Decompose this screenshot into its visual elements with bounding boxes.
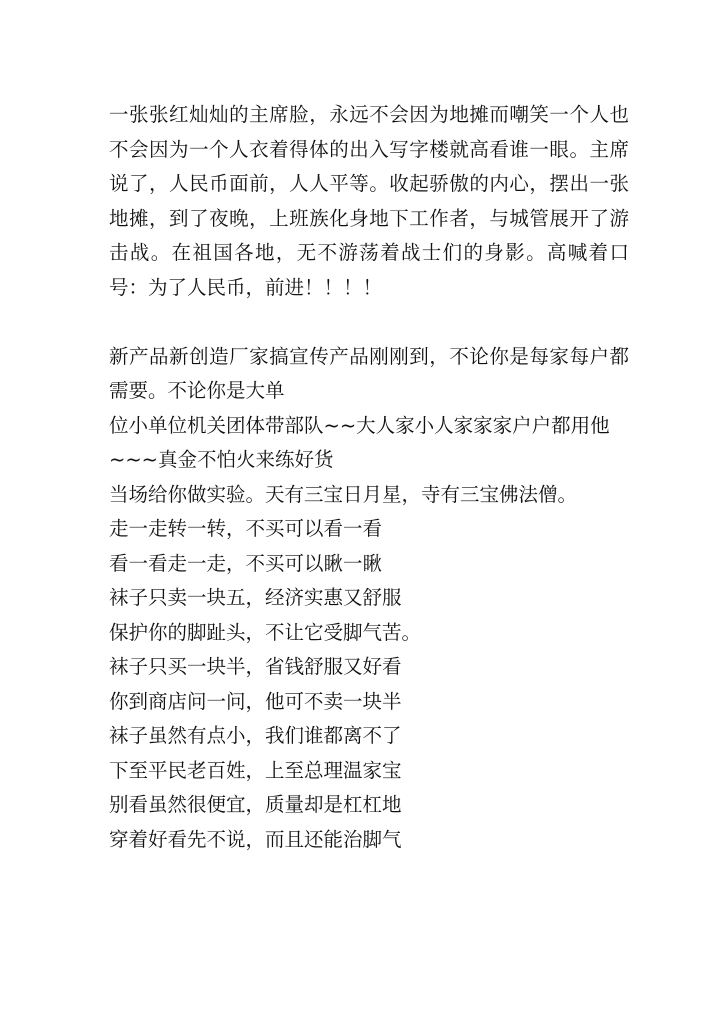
text-line: 穿着好看先不说，而且还能治脚气: [109, 827, 402, 851]
text-line: 位小单位机关团体带部队~~大人家小人家家家户户都用他: [109, 413, 610, 437]
text-line: 袜子只卖一块五，经济实惠又舒服: [109, 586, 402, 609]
text-line: 走一走转一转，不买可以看一看: [109, 517, 383, 540]
text-line: 你到商店问一问，他可不卖一块半: [109, 689, 402, 713]
paragraph-new-product: 新产品新创造厂家搞宣传产品刚刚到，不论你是每家每户都需要。不论你是大单: [109, 344, 629, 402]
text-line: 别看虽然很便宜，质量却是杠杠地: [109, 793, 402, 816]
text-line: 下至平民老百姓，上至总理温家宝: [109, 758, 402, 782]
paragraph-gap: [109, 305, 629, 340]
text-line: ~~~真金不怕火来练好货: [109, 448, 334, 471]
document-body: [109, 98, 629, 857]
text-line: 袜子只买一块半，省钱舒服又好看: [109, 655, 402, 678]
text-line: 当场给你做实验。天有三宝日月星，寺有三宝佛法僧。: [109, 482, 578, 506]
paragraph-chairman-banknote: 一张张红灿灿的主席脸，永远不会因为地摊而嘲笑一个人也不会因为一个人衣着得体的出入写字楼就高看谁一眼。主席说了，人民币面前，人人平等。收起骄傲的内心，摆出一张地摊，到了夜晚，上班族化身地下工作者，与城管展开了游击战。在祖国各地，无不游荡着战士们的身影。高喊着口号：为了人民币，前进！！！！: [109, 103, 629, 299]
text-line: 袜子虽然有点小，我们谁都离不了: [109, 724, 402, 747]
text-line: 看一看走一走，不买可以瞅一瞅: [109, 551, 383, 575]
text-line: 保护你的脚趾头，不让它受脚气苦。: [109, 620, 422, 644]
